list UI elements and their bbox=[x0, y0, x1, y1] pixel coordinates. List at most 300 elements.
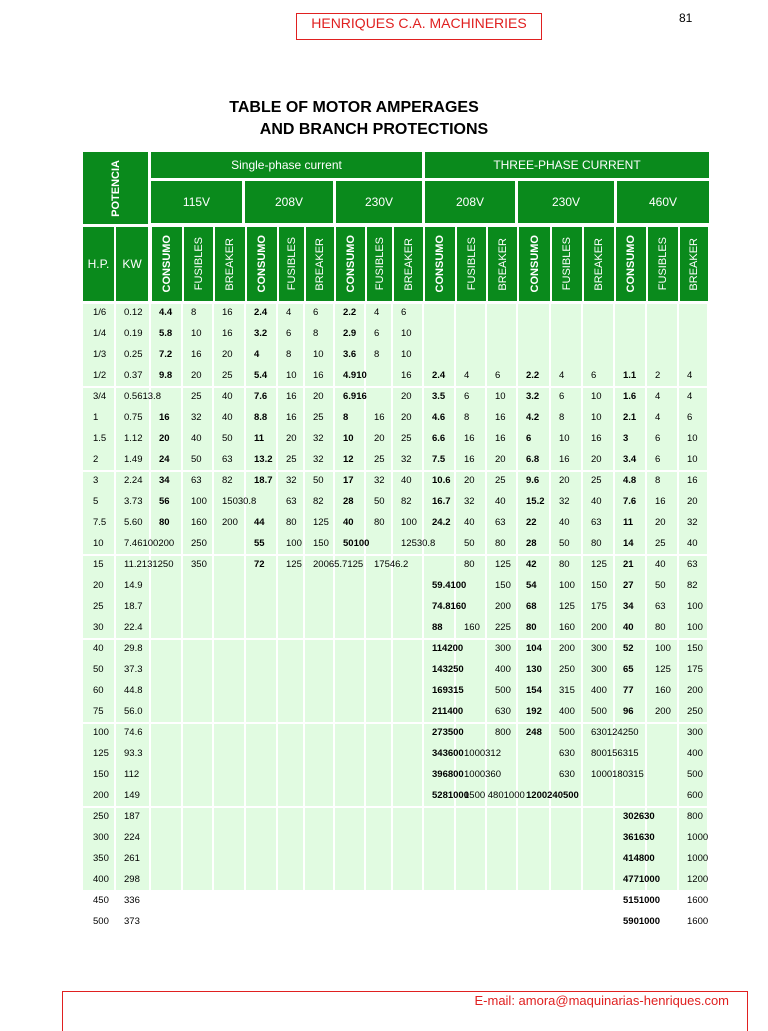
fusibles-value: 25 bbox=[655, 538, 666, 549]
consumo-value: 6 bbox=[526, 433, 532, 444]
fusibles-value: 16 bbox=[559, 454, 570, 465]
kw-value: 22.4 bbox=[124, 622, 143, 633]
consumo-value: 11 bbox=[623, 517, 634, 528]
breaker-label: BREAKER bbox=[688, 237, 700, 291]
consumo-value: 154 bbox=[526, 685, 542, 696]
kw-value: 37.3 bbox=[124, 664, 143, 675]
hp-value: 40 bbox=[93, 643, 104, 654]
breaker-value: 300 bbox=[495, 643, 511, 654]
breaker-value: 10 bbox=[591, 391, 602, 402]
fusibles-value: 1000312 bbox=[464, 748, 501, 759]
breaker-value: 300 bbox=[687, 727, 703, 738]
consumo-label: CONSUMO bbox=[434, 235, 446, 293]
breaker-value: 80 bbox=[591, 538, 602, 549]
breaker-header bbox=[215, 227, 245, 301]
consumo-value: 24.2 bbox=[432, 517, 451, 528]
consumo-value: 40 bbox=[343, 517, 354, 528]
hp-value: 125 bbox=[93, 748, 109, 759]
fusibles-value: 32 bbox=[191, 412, 202, 423]
breaker-value: 20 bbox=[401, 391, 412, 402]
hp-header: H.P. bbox=[83, 227, 114, 301]
consumo-value: 12 bbox=[343, 454, 354, 465]
breaker-value: 200 bbox=[687, 685, 703, 696]
kw-value: 0.19 bbox=[124, 328, 143, 339]
consumo-value: 7.6 bbox=[254, 391, 268, 402]
breaker-value: 10 bbox=[591, 412, 602, 423]
breaker-value: 25 bbox=[591, 475, 602, 486]
kw-value: 224 bbox=[124, 832, 140, 843]
hp-value: 30 bbox=[93, 622, 104, 633]
kw-value: 336 bbox=[124, 895, 140, 906]
kw-value: 261 bbox=[124, 853, 140, 864]
breaker-header bbox=[306, 227, 334, 301]
breaker-value: 63 bbox=[591, 517, 602, 528]
consumo-value: 13.2 bbox=[254, 454, 273, 465]
table-cell-bg bbox=[214, 556, 244, 638]
fusibles-value: 315 bbox=[559, 685, 575, 696]
breaker-value: 40 bbox=[495, 496, 506, 507]
breaker-value: 16 bbox=[687, 475, 698, 486]
kw-value: 1.12 bbox=[124, 433, 143, 444]
fusibles-value: 10 bbox=[286, 370, 297, 381]
consumo-value: 16 bbox=[159, 412, 170, 423]
breaker-value: 40 bbox=[222, 412, 233, 423]
table-cell-bg bbox=[246, 808, 276, 890]
fusibles-value: 40 bbox=[559, 517, 570, 528]
fusibles-header bbox=[279, 227, 304, 301]
table-cell-bg bbox=[278, 640, 303, 722]
voltage-header: 208V bbox=[425, 181, 515, 223]
fusibles-label: FUSIBLES bbox=[465, 237, 478, 291]
breaker-value: 32 bbox=[313, 433, 324, 444]
breaker-value: 150 bbox=[495, 580, 511, 591]
consumo-value: 42 bbox=[526, 559, 537, 570]
consumo-value: 4.8 bbox=[623, 475, 637, 486]
consumo-header bbox=[336, 227, 365, 301]
breaker-value: 32 bbox=[401, 454, 412, 465]
table-cell-bg bbox=[183, 724, 212, 806]
table-cell-bg bbox=[335, 640, 364, 722]
breaker-value: 25 bbox=[313, 412, 324, 423]
hp-value: 5 bbox=[93, 496, 99, 507]
breaker-value: 10 bbox=[495, 391, 506, 402]
consumo-value: 52 bbox=[623, 643, 634, 654]
consumo-value: 34 bbox=[159, 475, 170, 486]
fusibles-value: 80 bbox=[464, 559, 475, 570]
hp-value: 200 bbox=[93, 790, 109, 801]
fusibles-label: FUSIBLES bbox=[561, 237, 573, 291]
fusibles-value: 100 bbox=[655, 643, 671, 654]
fusibles-value: 80 bbox=[286, 517, 297, 528]
breaker-value: 4 bbox=[687, 391, 693, 402]
fusibles-value: 200 bbox=[559, 643, 575, 654]
fusibles-value: 63 bbox=[655, 601, 666, 612]
three-phase-header: THREE-PHASE CURRENT bbox=[425, 152, 709, 178]
breaker-value: 80 bbox=[495, 538, 506, 549]
breaker-value: 20 bbox=[401, 412, 412, 423]
fusibles-value: 6 bbox=[374, 328, 380, 339]
breaker-value: 63 bbox=[222, 454, 233, 465]
kw-value: 11.2131250 bbox=[124, 559, 174, 570]
consumo-value: 44 bbox=[254, 517, 265, 528]
fusibles-value: 4 bbox=[374, 307, 380, 318]
table-cell-bg bbox=[424, 808, 454, 890]
breaker-header bbox=[488, 227, 517, 301]
breaker-value: 20 bbox=[687, 496, 698, 507]
breaker-value: 400 bbox=[687, 748, 703, 759]
consumo-value: 9.6 bbox=[526, 475, 540, 486]
hp-value: 3/4 bbox=[93, 391, 107, 402]
kw-value: 0.37 bbox=[124, 370, 143, 381]
breaker-value: 200 bbox=[222, 517, 238, 528]
fusibles-value: 160 bbox=[655, 685, 671, 696]
breaker-value: 300 bbox=[591, 643, 607, 654]
fusibles-value: 20 bbox=[191, 370, 202, 381]
fusibles-value: 10 bbox=[559, 433, 570, 444]
consumo-label: CONSUMO bbox=[528, 235, 541, 293]
potencia-label: POTENCIA bbox=[109, 159, 122, 217]
breaker-value: 16 bbox=[222, 307, 233, 318]
fusibles-value: 40 bbox=[655, 559, 666, 570]
breaker-value: 50 bbox=[222, 433, 233, 444]
consumo-value: 68 bbox=[526, 601, 537, 612]
breaker-value: 250 bbox=[687, 706, 703, 717]
consumo-value: 248 bbox=[526, 727, 542, 738]
table-cell-bg bbox=[183, 640, 212, 722]
consumo-value: 4.2 bbox=[526, 412, 540, 423]
table-cell-bg bbox=[393, 640, 422, 722]
fusibles-value: 50 bbox=[191, 454, 202, 465]
fusibles-value: 32 bbox=[374, 475, 385, 486]
consumo-value: 192 bbox=[526, 706, 542, 717]
breaker-value: 16 bbox=[401, 370, 412, 381]
hp-value: 450 bbox=[93, 895, 109, 906]
hp-value: 1/6 bbox=[93, 307, 107, 318]
fusibles-value: 16 bbox=[286, 391, 297, 402]
breaker-value: 82 bbox=[222, 475, 233, 486]
fusibles-value: 100 bbox=[191, 496, 207, 507]
consumo-value: 4771000 bbox=[623, 874, 660, 885]
table-cell-bg bbox=[583, 304, 613, 386]
table-cell-bg bbox=[335, 724, 364, 806]
consumo-value: 4.6 bbox=[432, 412, 446, 423]
table-cell-bg bbox=[305, 640, 333, 722]
fusibles-value: 125 bbox=[655, 664, 671, 675]
fusibles-value: 16 bbox=[374, 412, 385, 423]
fusibles-value: 500 bbox=[559, 727, 575, 738]
fusibles-value: 50 bbox=[374, 496, 385, 507]
hp-value: 150 bbox=[93, 769, 109, 780]
fusibles-header bbox=[184, 227, 213, 301]
breaker-label: BREAKER bbox=[402, 237, 415, 291]
breaker-value: 6 bbox=[401, 307, 407, 318]
table-cell-bg bbox=[647, 388, 677, 470]
fusibles-value: 8 bbox=[191, 307, 197, 318]
breaker-value: 6 bbox=[591, 370, 597, 381]
table-cell-bg bbox=[679, 304, 707, 386]
table-cell-bg bbox=[305, 808, 333, 890]
fusibles-value: 4 bbox=[286, 307, 292, 318]
kw-value: 112 bbox=[124, 769, 140, 780]
potencia-header bbox=[83, 152, 148, 224]
consumo-value: 28 bbox=[526, 538, 537, 549]
fusibles-value: 200 bbox=[655, 706, 671, 717]
table-cell-bg bbox=[456, 304, 485, 386]
breaker-value: 200 bbox=[591, 622, 607, 633]
consumo-value: 4.4 bbox=[159, 307, 173, 318]
fusibles-value: 6 bbox=[559, 391, 565, 402]
breaker-value: 100 bbox=[401, 517, 417, 528]
kw-value: 0.5613.8 bbox=[124, 391, 161, 402]
consumo-value: 104 bbox=[526, 643, 542, 654]
fusibles-value: 1000360 bbox=[464, 769, 501, 780]
consumo-value: 96 bbox=[623, 706, 634, 717]
fusibles-value: 40 bbox=[464, 517, 475, 528]
fusibles-value: 350 bbox=[191, 559, 207, 570]
hp-value: 300 bbox=[93, 832, 109, 843]
breaker-header bbox=[584, 227, 614, 301]
breaker-value: 10 bbox=[687, 433, 698, 444]
fusibles-header bbox=[552, 227, 582, 301]
fusibles-value: 160 bbox=[559, 622, 575, 633]
fusibles-value: 16 bbox=[464, 454, 475, 465]
table-cell-bg bbox=[583, 808, 613, 890]
fusibles-value: 40 bbox=[191, 433, 202, 444]
footer-email: E-mail: amora@maquinarias-henriques.com bbox=[474, 993, 729, 1008]
breaker-label: BREAKER bbox=[314, 237, 326, 291]
hp-value: 25 bbox=[93, 601, 104, 612]
consumo-value: 59.4100 bbox=[432, 580, 467, 591]
kw-value: 373 bbox=[124, 916, 140, 927]
breaker-value: 150 bbox=[313, 538, 329, 549]
breaker-value: 630 bbox=[495, 706, 511, 717]
consumo-value: 6.6 bbox=[432, 433, 446, 444]
fusibles-value: 100 bbox=[286, 538, 302, 549]
page-number: 81 bbox=[679, 11, 693, 25]
consumo-value: 3.2 bbox=[254, 328, 268, 339]
breaker-header bbox=[394, 227, 423, 301]
table-cell-bg bbox=[214, 724, 244, 806]
breaker-value: 200 bbox=[495, 601, 511, 612]
kw-value: 298 bbox=[124, 874, 140, 885]
hp-value: 1 bbox=[93, 412, 99, 423]
kw-value: 18.7 bbox=[124, 601, 143, 612]
breaker-value: 82 bbox=[313, 496, 324, 507]
table-cell-bg bbox=[518, 808, 549, 890]
table-cell-bg bbox=[393, 724, 422, 806]
table-cell-bg bbox=[151, 640, 181, 722]
hp-value: 100 bbox=[93, 727, 109, 738]
hp-value: 400 bbox=[93, 874, 109, 885]
fusibles-label: FUSIBLES bbox=[192, 237, 205, 291]
fusibles-value: 50 bbox=[559, 538, 570, 549]
consumo-header bbox=[247, 227, 277, 301]
breaker-value: 10 bbox=[687, 454, 698, 465]
consumo-value: 1.1 bbox=[623, 370, 637, 381]
table-cell-bg bbox=[551, 808, 581, 890]
kw-value: 5.60 bbox=[124, 517, 143, 528]
consumo-value: 9.8 bbox=[159, 370, 173, 381]
consumo-value: 414800 bbox=[623, 853, 655, 864]
consumo-value: 7.5 bbox=[432, 454, 446, 465]
consumo-value: 55 bbox=[254, 538, 265, 549]
consumo-value: 2.2 bbox=[343, 307, 357, 318]
consumo-value: 3 bbox=[623, 433, 629, 444]
kw-value: 0.25 bbox=[124, 349, 143, 360]
fusibles-value: 25 bbox=[191, 391, 202, 402]
breaker-value: 63 bbox=[687, 559, 698, 570]
breaker-value: 500 bbox=[687, 769, 703, 780]
breaker-value: 16 bbox=[495, 433, 506, 444]
breaker-value: 32 bbox=[687, 517, 698, 528]
breaker-value: 125 bbox=[313, 517, 329, 528]
breaker-value: 100 bbox=[687, 601, 703, 612]
fusibles-value: 25 bbox=[374, 454, 385, 465]
fusibles-value: 80 bbox=[559, 559, 570, 570]
fusibles-value: 16 bbox=[286, 412, 297, 423]
consumo-value: 7.2 bbox=[159, 349, 173, 360]
breaker-value: 25 bbox=[401, 433, 412, 444]
consumo-value: 56 bbox=[159, 496, 170, 507]
consumo-value: 3.4 bbox=[623, 454, 637, 465]
fusibles-value: 32 bbox=[559, 496, 570, 507]
breaker-value: 400 bbox=[591, 685, 607, 696]
consumo-value: 72 bbox=[254, 559, 265, 570]
fusibles-value: 8 bbox=[559, 412, 565, 423]
voltage-header: 230V bbox=[336, 181, 422, 223]
fusibles-value: 16 bbox=[655, 496, 666, 507]
fusibles-value: 63 bbox=[191, 475, 202, 486]
table-cell-bg bbox=[246, 640, 276, 722]
hp-value: 75 bbox=[93, 706, 104, 717]
consumo-value: 5.4 bbox=[254, 370, 268, 381]
kw-value: 44.8 bbox=[124, 685, 143, 696]
kw-value: 93.3 bbox=[124, 748, 143, 759]
consumo-value: 1.6 bbox=[623, 391, 637, 402]
fusibles-value: 8 bbox=[374, 349, 380, 360]
breaker-value: 15030.8 bbox=[222, 496, 257, 507]
table-cell-bg bbox=[551, 304, 581, 386]
fusibles-value: 10 bbox=[191, 328, 202, 339]
hp-value: 2 bbox=[93, 454, 99, 465]
breaker-value: 6 bbox=[687, 412, 693, 423]
fusibles-value: 6 bbox=[286, 328, 292, 339]
breaker-value: 10 bbox=[313, 349, 324, 360]
breaker-value: 20 bbox=[222, 349, 233, 360]
consumo-value: 5151000 bbox=[623, 895, 660, 906]
fusibles-value: 8 bbox=[286, 349, 292, 360]
consumo-value: 34 bbox=[623, 601, 634, 612]
fusibles-value: 6 bbox=[655, 454, 661, 465]
table-cell-bg bbox=[647, 724, 677, 806]
consumo-value: 6.8 bbox=[526, 454, 540, 465]
breaker-value: 8 bbox=[313, 328, 319, 339]
consumo-value: 21 bbox=[623, 559, 634, 570]
table-cell-bg bbox=[393, 808, 422, 890]
breaker-value: 500 bbox=[495, 685, 511, 696]
hp-value: 3 bbox=[93, 475, 99, 486]
breaker-value: 6 bbox=[495, 370, 501, 381]
breaker-value: 25 bbox=[495, 475, 506, 486]
company-header-box bbox=[296, 13, 542, 40]
fusibles-value: 63 bbox=[286, 496, 297, 507]
breaker-value: 175 bbox=[687, 664, 703, 675]
breaker-value: 20 bbox=[495, 454, 506, 465]
consumo-value: 17 bbox=[343, 475, 354, 486]
consumo-value: 80 bbox=[526, 622, 537, 633]
breaker-value: 125 bbox=[591, 559, 607, 570]
breaker-value: 20 bbox=[591, 454, 602, 465]
consumo-value: 1200240500 bbox=[526, 790, 579, 801]
fusibles-value: 160 bbox=[464, 622, 480, 633]
hp-value: 15 bbox=[93, 559, 104, 570]
breaker-value: 300 bbox=[591, 664, 607, 675]
title-line-1: TABLE OF MOTOR AMPERAGES bbox=[229, 99, 479, 116]
fusibles-value: 20 bbox=[286, 433, 297, 444]
breaker-value: 20065.7125 bbox=[313, 559, 364, 570]
breaker-value: 20 bbox=[313, 391, 324, 402]
kw-value: 56.0 bbox=[124, 706, 143, 717]
hp-value: 1/3 bbox=[93, 349, 107, 360]
fusibles-label: FUSIBLES bbox=[285, 237, 298, 291]
fusibles-value: 125 bbox=[286, 559, 302, 570]
fusibles-value: 125 bbox=[559, 601, 575, 612]
consumo-value: 143250 bbox=[432, 664, 464, 675]
consumo-value: 54 bbox=[526, 580, 537, 591]
consumo-value: 10.6 bbox=[432, 475, 451, 486]
breaker-value: 16 bbox=[495, 412, 506, 423]
hp-value: 250 bbox=[93, 811, 109, 822]
consumo-value: 14 bbox=[623, 538, 634, 549]
hp-value: 10 bbox=[93, 538, 104, 549]
breaker-value: 40 bbox=[591, 496, 602, 507]
hp-value: 1/2 bbox=[93, 370, 107, 381]
consumo-value: 8.8 bbox=[254, 412, 268, 423]
table-cell-bg bbox=[214, 808, 244, 890]
kw-value: 14.9 bbox=[124, 580, 143, 591]
consumo-value: 20 bbox=[159, 433, 170, 444]
fusibles-value: 16 bbox=[191, 349, 202, 360]
consumo-value: 74.8160 bbox=[432, 601, 467, 612]
consumo-value: 15.2 bbox=[526, 496, 545, 507]
consumo-value: 3.2 bbox=[526, 391, 540, 402]
breaker-value: 175 bbox=[591, 601, 607, 612]
breaker-value: 32 bbox=[313, 454, 324, 465]
fusibles-header bbox=[457, 227, 486, 301]
breaker-value: 800 bbox=[495, 727, 511, 738]
consumo-header bbox=[616, 227, 646, 301]
consumo-value: 65 bbox=[623, 664, 634, 675]
hp-value: 20 bbox=[93, 580, 104, 591]
fusibles-value: 8 bbox=[655, 475, 661, 486]
kw-value: 29.8 bbox=[124, 643, 143, 654]
fusibles-value: 630 bbox=[559, 748, 575, 759]
consumo-value: 6.916 bbox=[343, 391, 367, 402]
fusibles-value: 17546.2 bbox=[374, 559, 409, 570]
consumo-value: 343600 bbox=[432, 748, 464, 759]
table-cell-bg bbox=[366, 640, 391, 722]
breaker-value: 800156315 bbox=[591, 748, 639, 759]
consumo-value: 40 bbox=[623, 622, 634, 633]
breaker-value: 150 bbox=[687, 643, 703, 654]
breaker-value: 82 bbox=[401, 496, 412, 507]
fusibles-value: 25 bbox=[286, 454, 297, 465]
breaker-value: 40 bbox=[401, 475, 412, 486]
kw-value: 149 bbox=[124, 790, 140, 801]
fusibles-value: 20 bbox=[559, 475, 570, 486]
consumo-value: 5901000 bbox=[623, 916, 660, 927]
hp-value: 1/4 bbox=[93, 328, 107, 339]
